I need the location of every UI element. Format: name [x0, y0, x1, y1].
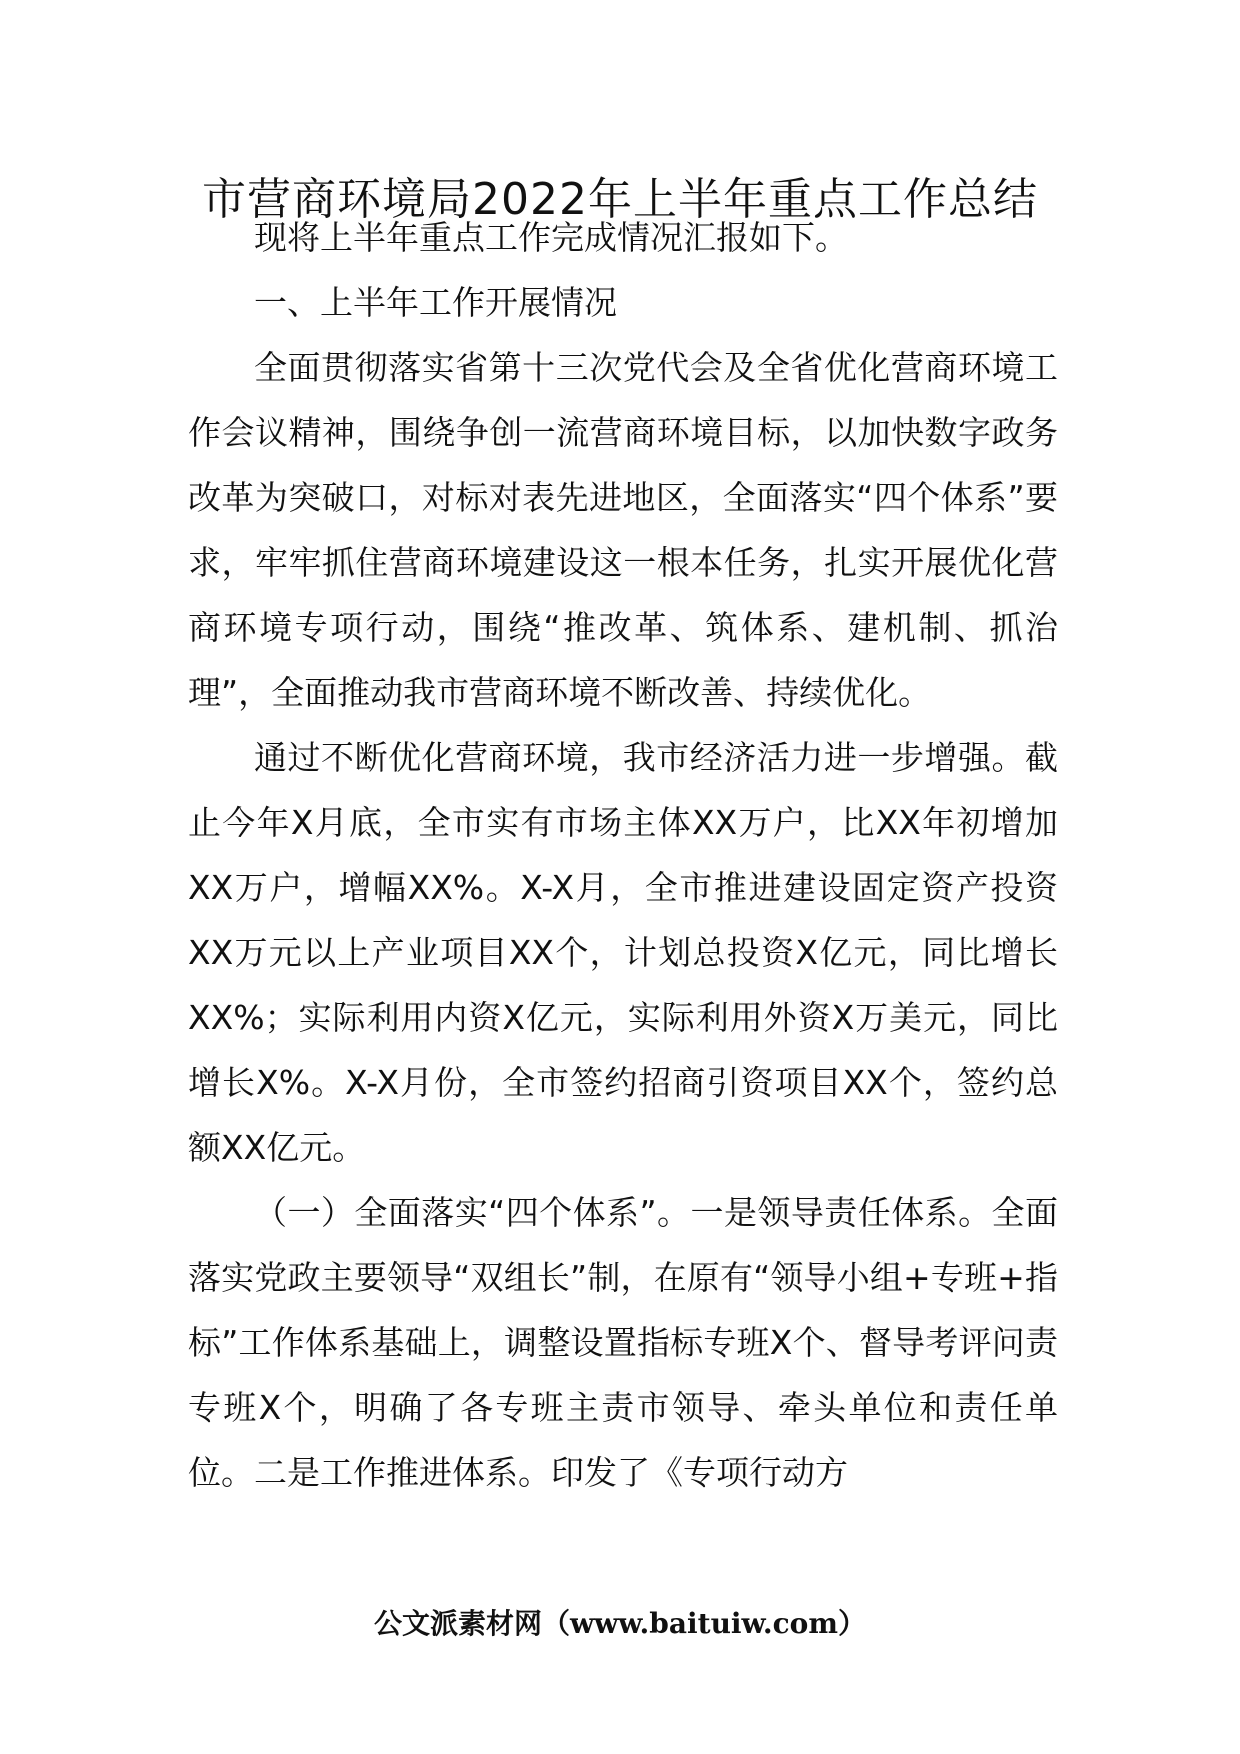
footer-watermark: 公文派素材网（www.baituiw.com）	[374, 1607, 866, 1640]
section-heading: 一、上半年工作开展情况	[254, 283, 617, 322]
intro-paragraph: 现将上半年重点工作完成情况汇报如下。	[254, 218, 848, 257]
document-body	[188, 205, 1058, 1505]
body-paragraph: 全面贯彻落实省第十三次党代会及全省优化营商环境工作会议精神，围绕争创一流营商环境目标，以加快数字政务改革为突破口，对标对表先进地区，全面落实“四个体系”要求，牢牢抓住营商环境建设这一根本任务，扎实开展优化营商环境专项行动，围绕“推改革、筑体系、建机制、抓治理”，全面推动我市营商环境不断改善、持续优化。	[188, 348, 1058, 712]
body-paragraph: 通过不断优化营商环境，我市经济活力进一步增强。截止今年X月底，全市实有市场主体XX万户，比XX年初增加XX万户，增幅XX%。X-X月，全市推进建设固定资产投资XX万元以上产业项目XX个，计划总投资X亿元，同比增长XX%；实际利用内资X亿元，实际利用外资X万美元，同比增长X%。X-X月份，全市签约招商引资项目XX个，签约总额XX亿元。	[188, 738, 1058, 1167]
document-title: 市营商环境局2022年上半年重点工作总结	[202, 174, 1038, 225]
body-paragraph: （一）全面落实“四个体系”。一是领导责任体系。全面落实党政主要领导“双组长”制，在原有“领导小组+专班+指标”工作体系基础上，调整设置指标专班X个、督导考评问责专班X个，明确了各专班主责市领导、牵头单位和责任单位。二是工作推进体系。印发了《专项行动方	[188, 1193, 1058, 1492]
